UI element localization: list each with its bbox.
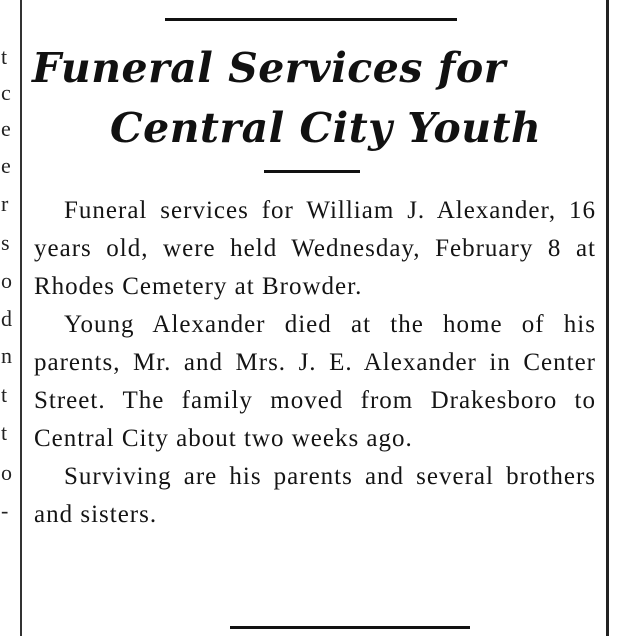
column-rule-left	[20, 0, 22, 636]
headline-line-1: Funeral Services for	[32, 44, 506, 92]
article-paragraph: Funeral services for William J. Alexander, 16 years old, were held Wednesday, February 8 at Rhodes Cemetery at Browder.	[34, 197, 596, 300]
column-fragment: n	[1, 343, 12, 368]
column-rule-right	[606, 0, 609, 636]
column-fragment: d	[1, 306, 12, 331]
column-fragment: e	[1, 116, 11, 141]
column-fragment: s	[1, 230, 10, 255]
article-paragraph: Young Alexander died at the home of his parents, Mr. and Mrs. J. E. Alexander in Center Street. The family moved from Drakesboro to Central City about two weeks ago.	[34, 311, 596, 452]
page-margin-right	[612, 0, 629, 636]
column-fragment: t	[1, 44, 8, 69]
headline-divider	[264, 170, 360, 173]
column-fragment: e	[1, 153, 11, 178]
column-fragment: t	[1, 420, 8, 445]
column-fragment: o	[1, 268, 12, 293]
article-paragraph: Surviving are his parents and several brothers and sisters.	[34, 463, 596, 528]
column-fragment: c	[1, 80, 11, 105]
article-body	[34, 192, 596, 534]
bottom-rule	[230, 626, 470, 629]
adjacent-column-fragments	[0, 0, 14, 636]
column-fragment: r	[1, 191, 9, 216]
headline-line-2: Central City Youth	[110, 104, 542, 152]
column-fragment: -	[1, 498, 9, 523]
headline	[28, 38, 604, 158]
column-fragment: o	[1, 460, 12, 485]
column-fragment: t	[1, 382, 8, 407]
top-rule	[165, 18, 457, 21]
